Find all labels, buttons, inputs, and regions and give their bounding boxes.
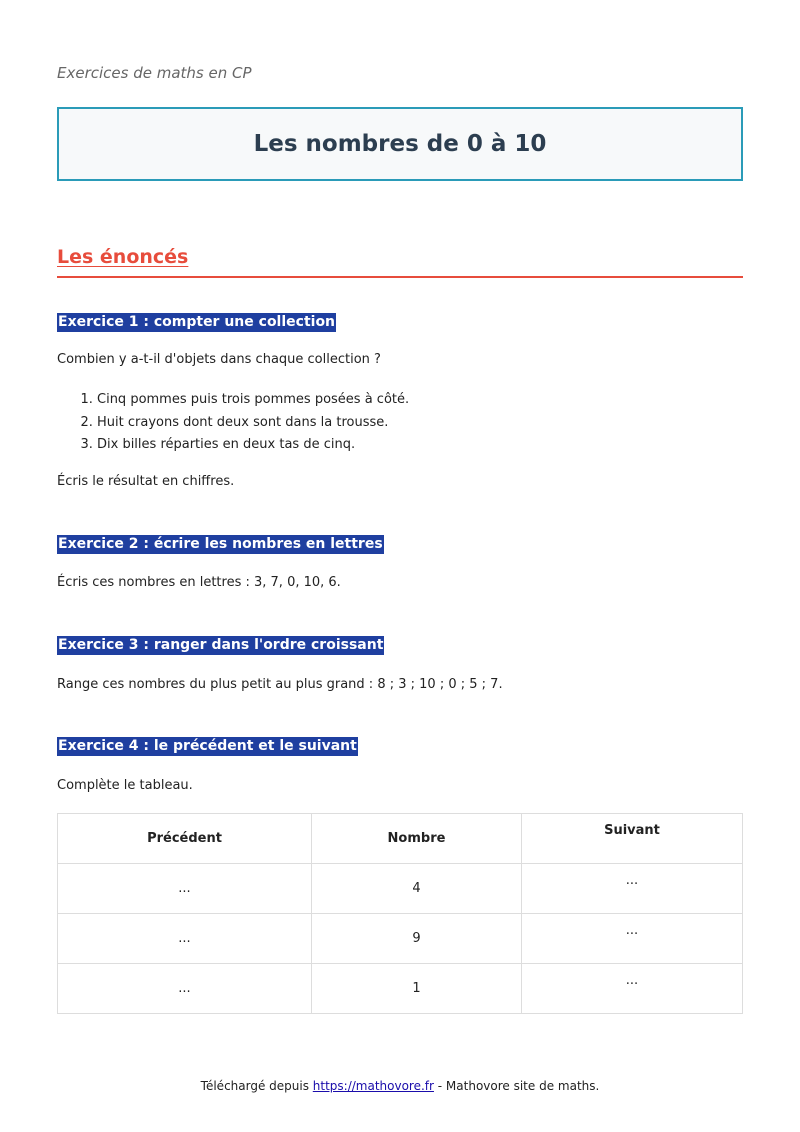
table-cell: ... — [58, 864, 312, 914]
table-row — [58, 864, 743, 914]
table-cell: 9 — [312, 914, 522, 964]
footer-link[interactable]: https://mathovore.fr — [312, 1079, 434, 1093]
footer-suffix: - Mathovore site de maths. — [433, 1079, 600, 1093]
table-header: Précédent — [58, 814, 312, 864]
page-title: Les nombres de 0 à 10 — [253, 131, 547, 157]
table-row — [58, 964, 743, 1014]
title-box — [57, 107, 743, 181]
list-item: 2. Huit crayons dont deux sont dans la trousse. — [97, 412, 409, 435]
table-cell: ... — [58, 914, 312, 964]
table-cell: ... — [58, 964, 312, 1014]
table-header: Nombre — [312, 814, 522, 864]
exercise-1-outro: Écris le résultat en chiffres. — [57, 474, 235, 489]
exercise-4-text: Complète le tableau. — [57, 778, 193, 793]
list-item: 1. Cinq pommes puis trois pommes posées à côté. — [97, 389, 409, 412]
table-cell: 4 — [312, 864, 522, 914]
exercise-3-title: Exercice 3 : ranger dans l'ordre croissant — [58, 637, 384, 653]
section-title: Les énoncés — [57, 246, 743, 278]
exercise-1-list — [57, 389, 409, 457]
exercise-4-table — [57, 813, 743, 1014]
table-row — [58, 914, 743, 964]
exercise-3-text: Range ces nombres du plus petit au plus grand : 8 ; 3 ; 10 ; 0 ; 5 ; 7. — [57, 677, 503, 692]
document-subtitle: Exercices de maths en CP — [57, 64, 252, 82]
table-cell: ... — [522, 914, 743, 964]
page-footer — [0, 1079, 800, 1093]
exercise-4-title: Exercice 4 : le précédent et le suivant — [58, 738, 357, 754]
exercise-1-title: Exercice 1 : compter une collection — [58, 314, 336, 330]
exercise-2-title: Exercice 2 : écrire les nombres en lettres — [58, 536, 383, 552]
footer-prefix: Téléchargé depuis — [200, 1079, 313, 1093]
exercise-2-text: Écris ces nombres en lettres : 3, 7, 0, 10, 6. — [57, 575, 341, 590]
table-cell: ... — [522, 964, 743, 1014]
table-header: Suivant — [522, 814, 743, 864]
list-item: 3. Dix billes réparties en deux tas de cinq. — [97, 434, 409, 457]
table-header-row — [58, 814, 743, 864]
table-cell: 1 — [312, 964, 522, 1014]
exercise-1-intro: Combien y a-t-il d'objets dans chaque collection ? — [57, 352, 381, 367]
table-cell: ... — [522, 864, 743, 914]
